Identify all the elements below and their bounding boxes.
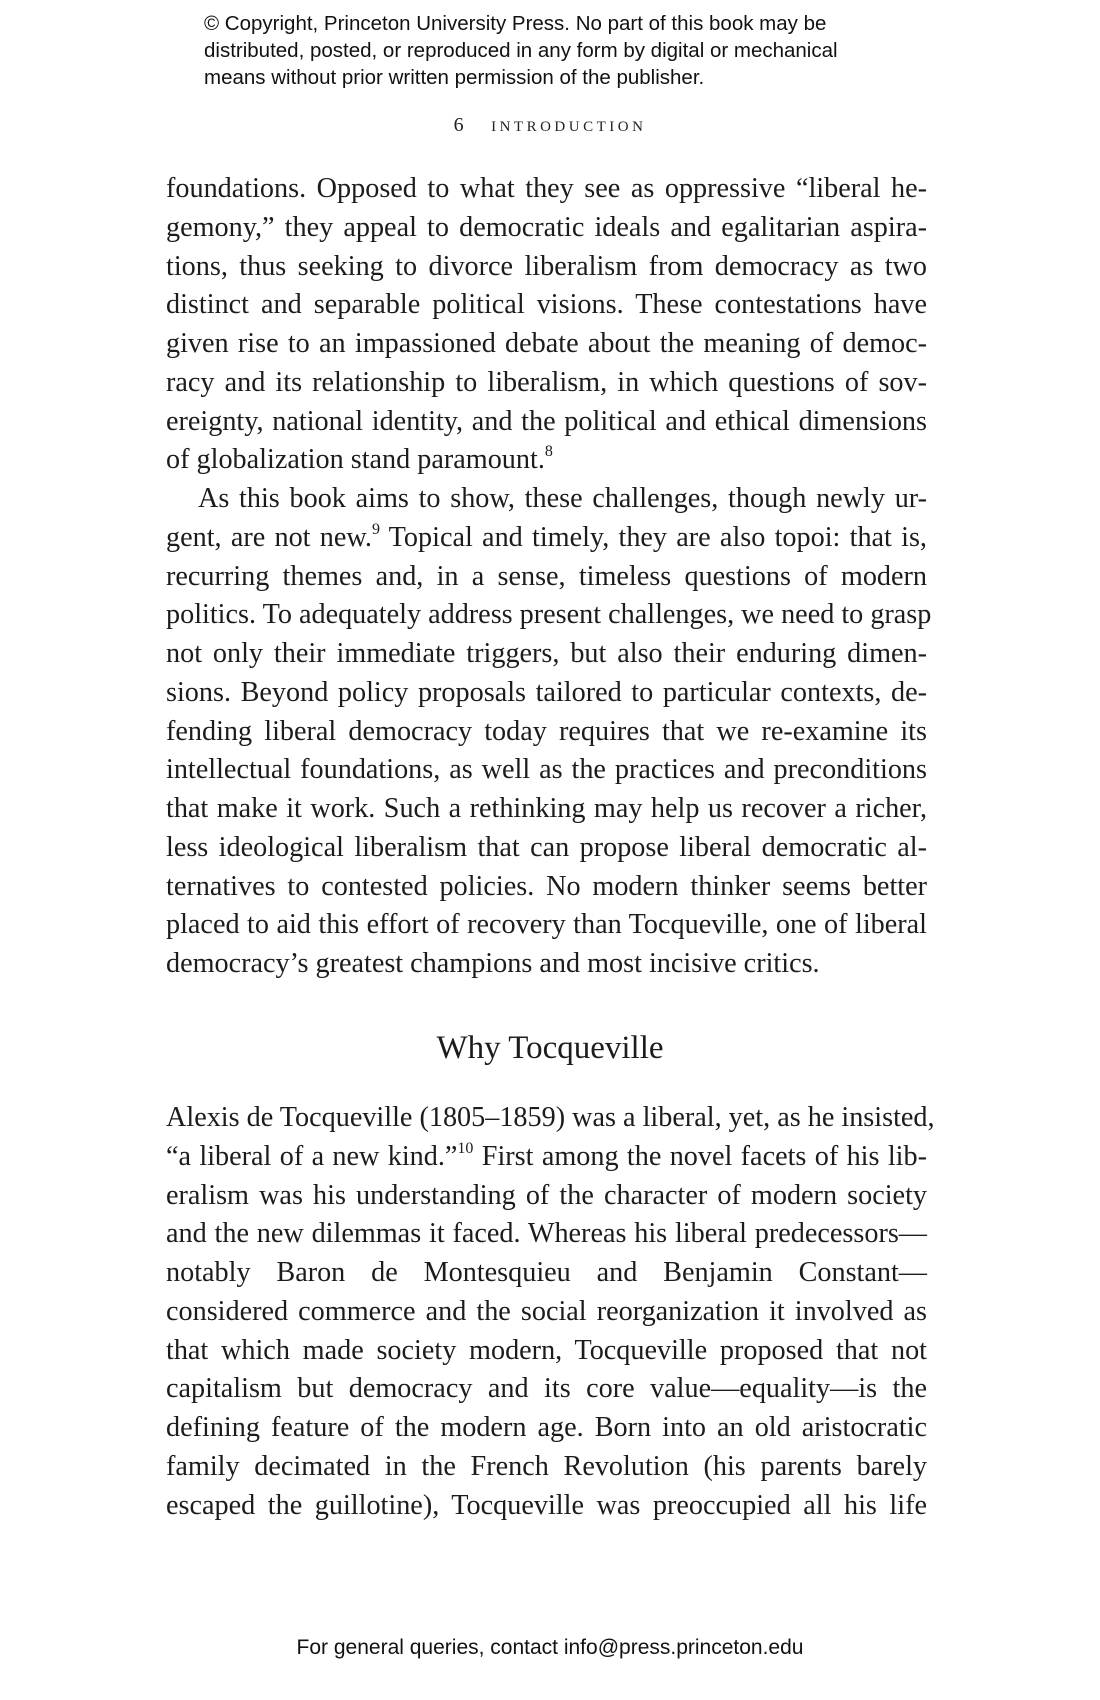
text-line: that which made society modern, Tocqueville proposed that not <box>166 1334 927 1366</box>
page-number: 6 <box>453 114 464 136</box>
running-head-title: introduction <box>491 112 647 136</box>
text-line: foundations. Opposed to what they see as oppressive “liberal he- <box>166 173 927 204</box>
text-line: considered commerce and the social reorganization it involved as <box>166 1295 927 1327</box>
text-fragment: First among the novel facets of his lib- <box>473 1140 927 1172</box>
text-line: As this book aims to show, these challenges, though newly ur- <box>198 483 927 514</box>
text-line <box>166 441 927 480</box>
footnote-marker[interactable]: 8 <box>544 443 553 461</box>
copyright-line: © Copyright, Princeton University Press. No part of this book may be <box>204 12 827 35</box>
text-line: ereignty, national identity, and the political and ethical dimensions <box>166 405 927 437</box>
text-line: racy and its relationship to liberalism, in which questions of sov- <box>166 366 927 398</box>
footnote-marker[interactable]: 9 <box>371 520 380 538</box>
text-fragment: of globalization stand paramount. <box>166 444 545 476</box>
text-line: ternatives to contested policies. No modern thinker seems better <box>166 870 927 902</box>
text-fragment: “a liberal of a new kind.” <box>166 1140 458 1172</box>
text-fragment: Topical and timely, they are also topoi: that is, <box>379 521 927 553</box>
text-line: intellectual foundations, as well as the practices and preconditions <box>166 754 927 786</box>
text-line: that make it work. Such a rethinking may help us recover a richer, <box>166 793 927 824</box>
text-line: Alexis de Tocqueville (1805–1859) was a liberal, yet, as he insisted, <box>166 1102 935 1133</box>
text-line: and the new dilemmas it faced. Whereas his liberal predecessors— <box>166 1218 927 1250</box>
text-line: democracy’s greatest champions and most incisive critics. <box>166 948 820 979</box>
text-line: recurring themes and, in a sense, timeless questions of modern <box>166 560 927 592</box>
text-line: placed to aid this effort of recovery than Tocqueville, one of liberal <box>166 909 927 941</box>
text-line: family decimated in the French Revolution (his parents barely <box>166 1450 927 1482</box>
text-line: escaped the guillotine), Tocqueville was preoccupied all his life <box>166 1489 927 1521</box>
text-line: gemony,” they appeal to democratic ideals and egalitarian aspira- <box>166 211 927 243</box>
footnote-marker[interactable]: 10 <box>457 1139 474 1157</box>
text-fragment: gent, are not new. <box>166 521 372 553</box>
paragraph-foundations <box>166 170 927 480</box>
copyright-line: distributed, posted, or reproduced in any form by digital or mechanical <box>204 39 838 62</box>
text-line <box>166 519 927 558</box>
text-line: eralism was his understanding of the character of modern society <box>166 1179 927 1211</box>
text-line: less ideological liberalism that can propose liberal democratic al- <box>166 831 927 863</box>
text-line: politics. To adequately address present challenges, we need to grasp <box>166 599 932 631</box>
text-line: fending liberal democracy today requires that we re-examine its <box>166 715 927 747</box>
text-line: not only their immediate triggers, but also their enduring dimen- <box>166 638 927 669</box>
text-line <box>166 1138 927 1177</box>
text-line: given rise to an impassioned debate about the meaning of democ- <box>166 328 927 359</box>
footer-contact: For general queries, contact info@press.princeton.edu <box>296 1636 804 1659</box>
text-line: sions. Beyond policy proposals tailored to particular contexts, de- <box>166 676 927 708</box>
copyright-line: means without prior written permission of the publisher. <box>204 66 705 89</box>
text-line: capitalism but democracy and its core value—equality—is the <box>166 1373 927 1405</box>
text-line: tions, thus seeking to divorce liberalism from democracy as two <box>166 250 927 282</box>
copyright-notice <box>204 10 924 91</box>
text-line: notably Baron de Montesquieu and Benjamin Constant— <box>166 1257 927 1288</box>
paragraph-tocqueville <box>166 1099 935 1525</box>
section-heading: Why Tocqueville <box>436 1030 664 1066</box>
text-line: defining feature of the modern age. Born into an old aristocratic <box>166 1412 927 1443</box>
running-head <box>0 112 1100 137</box>
paragraph-challenges <box>166 480 932 984</box>
text-line: distinct and separable political visions. These contestations have <box>166 289 927 321</box>
